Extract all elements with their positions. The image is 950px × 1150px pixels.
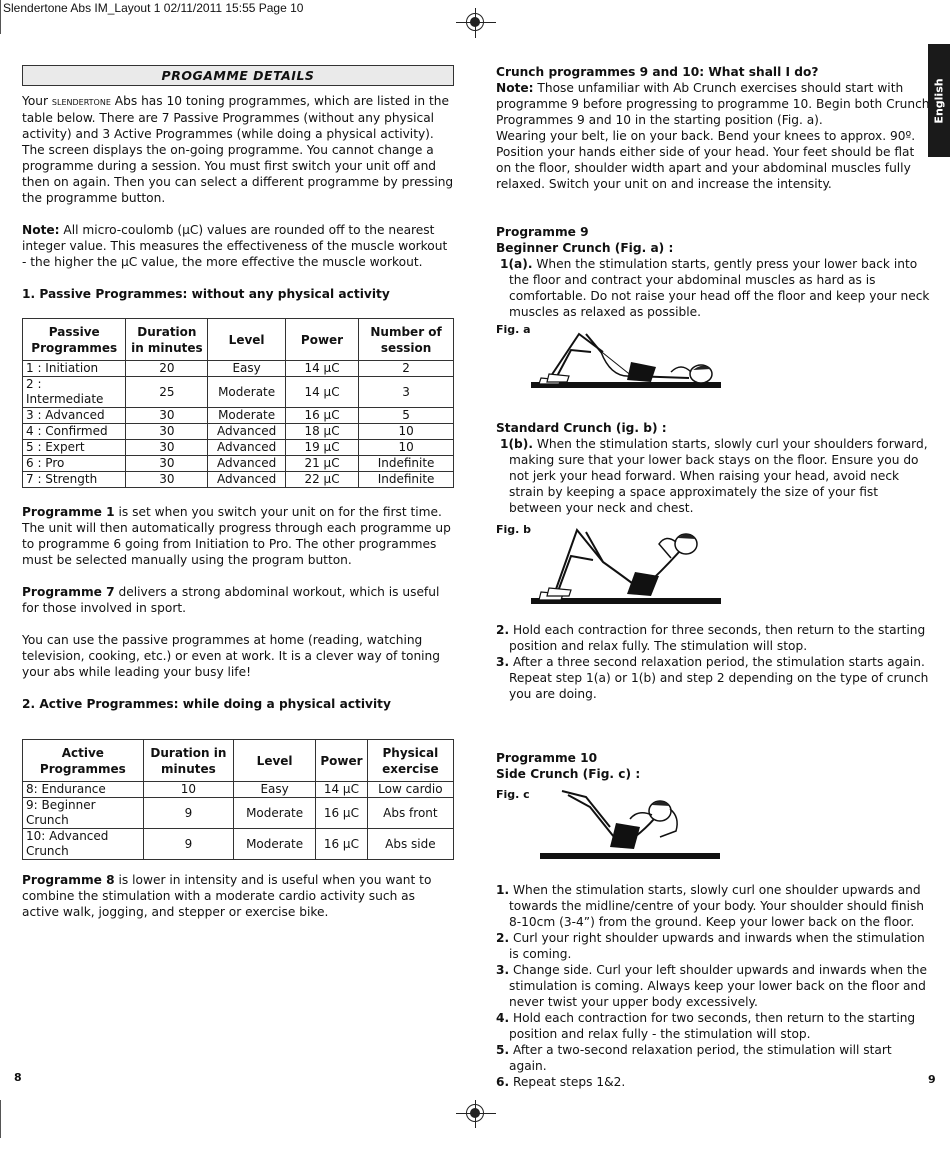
- programme-10-subtitle: Side Crunch (Fig. c) :: [496, 767, 641, 781]
- programme-10-step: 3. Change side. Curl your left shoulder upwards and inwards when the stimulation is coming. Always keep your lower back on the floor and never twist your upper body excessively.: [496, 963, 927, 1009]
- crunch-heading: Crunch programmes 9 and 10: What shall I do?: [496, 65, 819, 79]
- registration-target-icon: [466, 1104, 484, 1122]
- passive-header-cell: Power: [285, 319, 358, 361]
- active-header-cell: Power: [316, 740, 368, 782]
- intro-paragraph: Your slendertone Abs has 10 toning programmes, which are listed in the table below. There are 7 Passive Programmes (without any physical activity) and 3 Active Programmes (while doing a physical activity). The screen displays the on-going programme. You cannot change a programme during a session. You must first switch your unit off and then on again. Then you can select a different programme by pressing the programme button.: [22, 94, 454, 205]
- active-programmes-table: [22, 739, 454, 860]
- table-cell: 1 : Initiation: [23, 361, 126, 377]
- table-row: [23, 408, 454, 424]
- active-header-cell: Active Programmes: [23, 740, 144, 782]
- note-paragraph: Note: All micro-coulomb (µC) values are rounded off to the nearest integer value. This measures the effectiveness of the muscle workout - the higher the µC value, the more effective the muscle workout.: [22, 223, 448, 269]
- side-crunch-illustration: [530, 787, 730, 871]
- table-cell: 2: [359, 361, 454, 377]
- passive-header-cell: Level: [208, 319, 286, 361]
- table-cell: 5: [359, 408, 454, 424]
- table-cell: 14 µC: [285, 377, 358, 408]
- language-tab: English: [928, 44, 950, 157]
- registration-target-icon: [466, 13, 484, 31]
- table-cell: 8: Endurance: [23, 782, 144, 798]
- crop-mark: [0, 1100, 1, 1138]
- active-header-cell: Duration in minutes: [143, 740, 234, 782]
- table-cell: Advanced: [208, 440, 286, 456]
- programme-10-step: 5. After a two-second relaxation period, the stimulation will start again.: [496, 1043, 892, 1073]
- passive-header-cell: Passive Programmes: [23, 319, 126, 361]
- programme-10-step: 2. Curl your right shoulder upwards and inwards when the stimulation is coming.: [496, 931, 925, 961]
- table-cell: 16 µC: [316, 829, 368, 860]
- table-row: [23, 798, 454, 829]
- table-cell: Indefinite: [359, 456, 454, 472]
- figure-b: [496, 522, 932, 618]
- crunch-note: Note: Those unfamiliar with Ab Crunch exercises should start with programme 9 before progressing to programme 10. Begin both Crunch Programmes 9 and 10 in the starting position (Fig. a).: [496, 81, 930, 127]
- table-cell: 3 : Advanced: [23, 408, 126, 424]
- active-header-cell: Level: [234, 740, 316, 782]
- programme-1-paragraph: Programme 1 is set when you switch your unit on for the first time. The unit will then automatically progress through each programme up to programme 6 going from Initiation to Pro. The other programmes must be selected manually using the program button.: [22, 505, 451, 567]
- standard-crunch-illustration: [531, 522, 731, 616]
- brand-name: slendertone: [51, 95, 111, 108]
- programme-10-title: Programme 10: [496, 751, 598, 765]
- passive-header-cell: Duration in minutes: [126, 319, 208, 361]
- table-cell: Low cardio: [367, 782, 453, 798]
- section-title: PROGAMME DETAILS: [22, 65, 454, 86]
- active-heading: 2. Active Programmes: while doing a physical activity: [22, 697, 391, 711]
- programme-8-paragraph: Programme 8 is lower in intensity and is useful when you want to combine the stimulation with a moderate cardio activity such as active walk, jogging, and stepper or exercise bike.: [22, 873, 432, 919]
- table-cell: 21 µC: [285, 456, 358, 472]
- table-cell: 9: [143, 829, 234, 860]
- table-row: [23, 456, 454, 472]
- table-cell: Moderate: [234, 829, 316, 860]
- table-cell: Abs side: [367, 829, 453, 860]
- left-column: [22, 65, 454, 920]
- table-cell: 7 : Strength: [23, 472, 126, 488]
- table-cell: Easy: [234, 782, 316, 798]
- table-cell: Advanced: [208, 424, 286, 440]
- table-cell: 30: [126, 408, 208, 424]
- standard-crunch-step: 1(b). When the stimulation starts, slowly curl your shoulders forward, making sure that your lower back stays on the floor. Ensure you do not jerk your head forward. When raising your head, avoid neck strain by keeping a space approximately the size of your fist between your neck and chest.: [500, 437, 928, 515]
- table-cell: 25: [126, 377, 208, 408]
- passive-programmes-table: [22, 318, 454, 488]
- programme-9-step-1: 1(a). When the stimulation starts, gently press your lower back into the floor and contract your abdominal muscles as hard as is comfortable. Do not raise your head off the floor and keep your neck muscles as relaxed as possible.: [500, 257, 930, 319]
- crunch-step-3: 3. After a three second relaxation period, the stimulation starts again. Repeat step 1(a) or 1(b) and step 2 depending on the type of crunch you are doing.: [496, 655, 929, 701]
- programme-10-step: 4. Hold each contraction for two seconds, then return to the starting position and relax fully - the stimulation will stop.: [496, 1011, 916, 1041]
- figure-b-label: Fig. b: [496, 523, 532, 536]
- table-cell: 14 µC: [316, 782, 368, 798]
- crunch-step-2: 2. Hold each contraction for three seconds, then return to the starting position and relax fully. The stimulation will stop.: [496, 623, 926, 653]
- table-cell: 19 µC: [285, 440, 358, 456]
- table-cell: 16 µC: [285, 408, 358, 424]
- table-cell: Advanced: [208, 456, 286, 472]
- table-cell: Advanced: [208, 472, 286, 488]
- table-cell: 18 µC: [285, 424, 358, 440]
- standard-crunch-title: Standard Crunch (ig. b) :: [496, 421, 667, 435]
- page-number-right: 9: [928, 1073, 936, 1086]
- passive-heading: 1. Passive Programmes: without any physical activity: [22, 287, 390, 301]
- table-cell: 30: [126, 456, 208, 472]
- programme-10-step: 6. Repeat steps 1&2.: [496, 1075, 626, 1089]
- programme-10-step: 1. When the stimulation starts, slowly curl one shoulder upwards and towards the midline/centre of your body. Your shoulder should finish 8-10cm (3-4”) from the ground. Keep your lower back on the floor.: [496, 883, 925, 929]
- programme-9-subtitle: Beginner Crunch (Fig. a) :: [496, 241, 674, 255]
- table-cell: 22 µC: [285, 472, 358, 488]
- active-header-cell: Physical exercise: [367, 740, 453, 782]
- table-row: [23, 440, 454, 456]
- table-cell: Moderate: [208, 377, 286, 408]
- passive-header-cell: Number of session: [359, 319, 454, 361]
- table-cell: 10: Advanced Crunch: [23, 829, 144, 860]
- programme-9-title: Programme 9: [496, 225, 589, 239]
- table-cell: 5 : Expert: [23, 440, 126, 456]
- figure-a: [496, 322, 932, 402]
- figure-c: [496, 787, 932, 873]
- table-cell: 2 : Intermediate: [23, 377, 126, 408]
- table-cell: 14 µC: [285, 361, 358, 377]
- page-number-left: 8: [14, 1071, 22, 1084]
- table-cell: Moderate: [234, 798, 316, 829]
- table-row: [23, 472, 454, 488]
- table-cell: Easy: [208, 361, 286, 377]
- crunch-position: Wearing your belt, lie on your back. Bend your knees to approx. 90º. Position your hands either side of your head. Your feet should be flat on the floor, shoulder width apart and your abdominal muscles fully relaxed. Switch your unit on and increase the intensity.: [496, 129, 916, 191]
- table-cell: 10: [359, 440, 454, 456]
- programme-7-paragraph: Programme 7 delivers a strong abdominal workout, which is useful for those involved in sport.: [22, 585, 440, 615]
- table-cell: Abs front: [367, 798, 453, 829]
- table-cell: 9: [143, 798, 234, 829]
- right-column: [496, 64, 932, 1090]
- table-cell: 30: [126, 424, 208, 440]
- crop-mark: [0, 0, 1, 34]
- table-cell: Indefinite: [359, 472, 454, 488]
- figure-c-label: Fig. c: [496, 788, 530, 801]
- table-cell: 16 µC: [316, 798, 368, 829]
- table-cell: 10: [359, 424, 454, 440]
- table-row: [23, 829, 454, 860]
- table-cell: 9: Beginner Crunch: [23, 798, 144, 829]
- print-slug: Slendertone Abs IM_Layout 1 02/11/2011 15:55 Page 10: [3, 1, 304, 15]
- passive-home-paragraph: You can use the passive programmes at home (reading, watching television, cooking, etc.) or even at work. It is a clever way of toning your abs while leading your busy life!: [22, 633, 441, 679]
- table-cell: 30: [126, 472, 208, 488]
- table-row: [23, 782, 454, 798]
- table-cell: 20: [126, 361, 208, 377]
- figure-a-label: Fig. a: [496, 323, 531, 336]
- table-row: [23, 424, 454, 440]
- table-cell: 10: [143, 782, 234, 798]
- table-cell: 30: [126, 440, 208, 456]
- table-cell: 3: [359, 377, 454, 408]
- table-row: [23, 361, 454, 377]
- table-cell: 6 : Pro: [23, 456, 126, 472]
- table-cell: Moderate: [208, 408, 286, 424]
- table-cell: 4 : Confirmed: [23, 424, 126, 440]
- programme-10-steps: [496, 882, 932, 1090]
- table-row: [23, 377, 454, 408]
- crunch-start-illustration: [531, 322, 731, 402]
